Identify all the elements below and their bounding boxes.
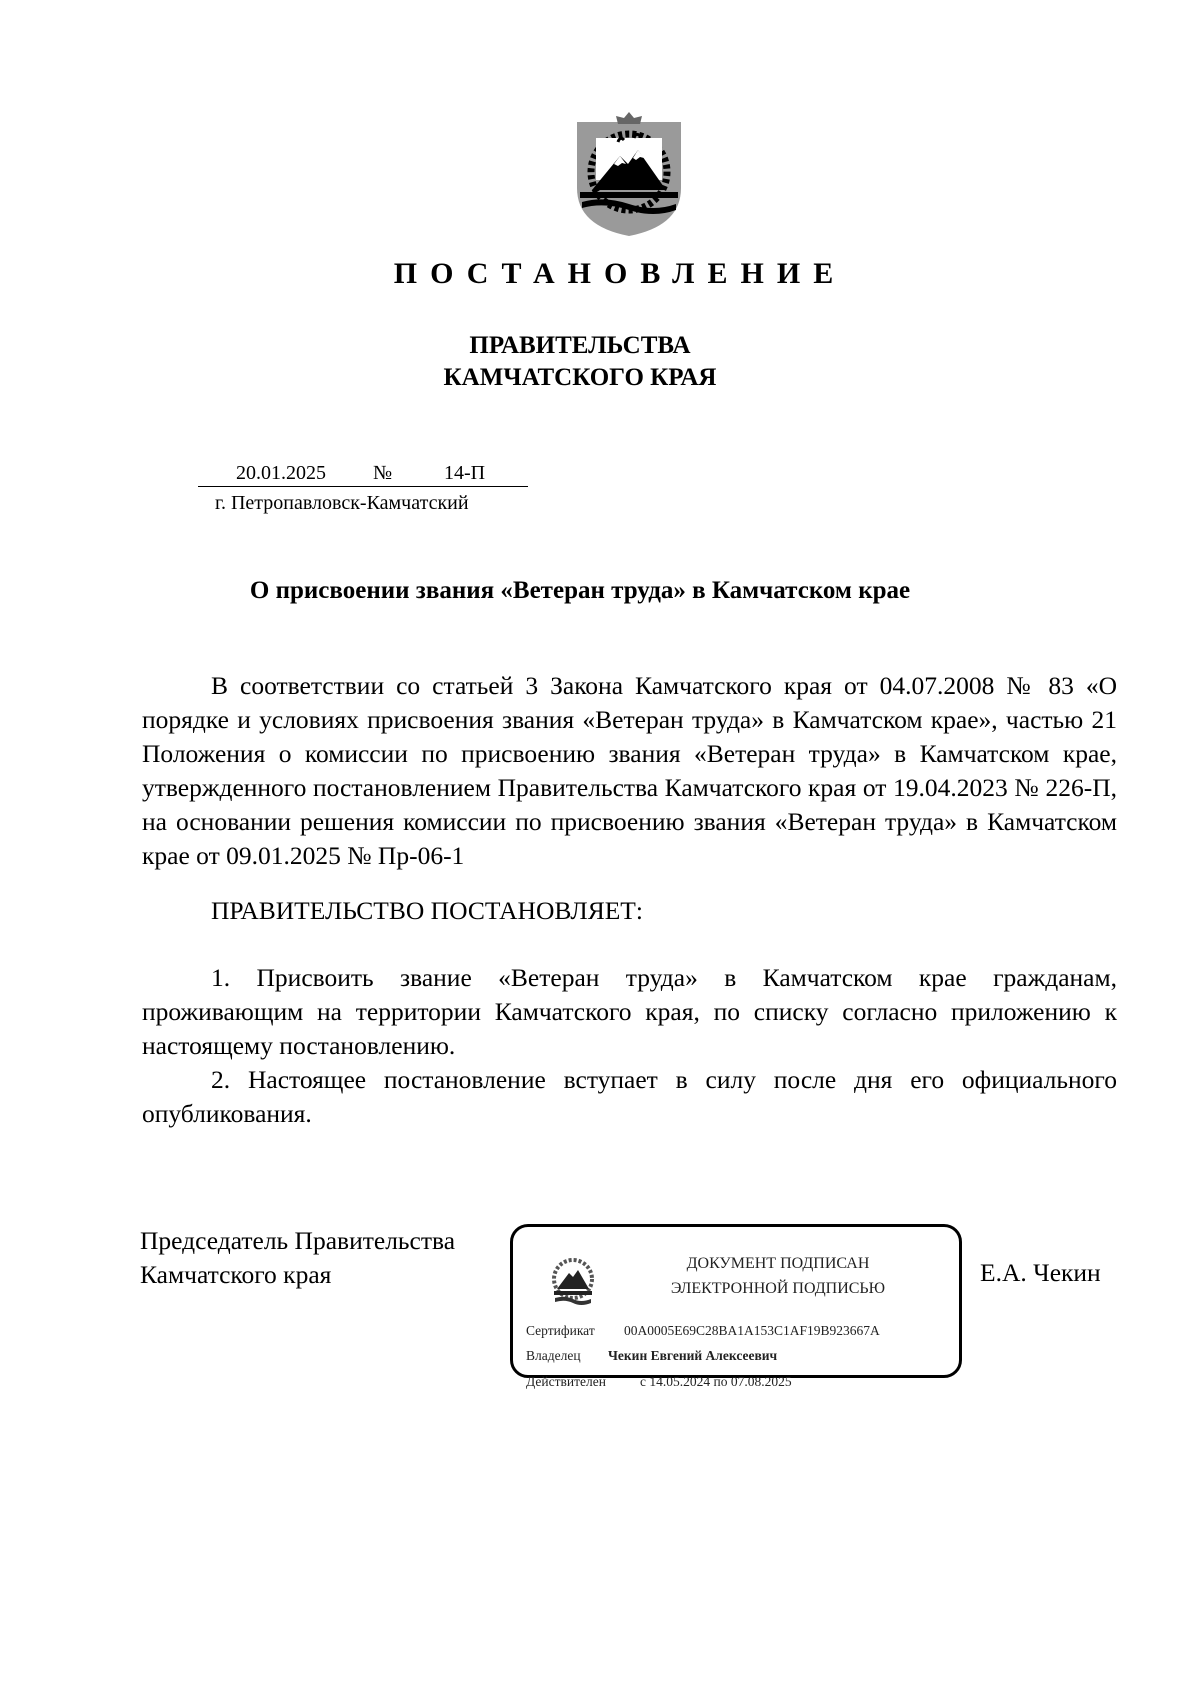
preamble-block: [142, 669, 1117, 873]
validity-label: Действителен: [526, 1374, 606, 1389]
registration-line: [198, 462, 528, 487]
stamp-emblem-icon: [551, 1257, 595, 1309]
signer-position: [140, 1224, 455, 1292]
signer-position-line2: Камчатского края: [140, 1260, 332, 1289]
coat-of-arms-icon: [574, 108, 684, 238]
document-type-title: ПОСТАНОВЛЕНИЕ: [393, 257, 847, 290]
issuing-authority-line1: ПРАВИТЕЛЬСТВА: [469, 332, 691, 359]
item-2: 2. Настоящее постановление вступает в силу после дня его официального опубликования.: [142, 1065, 1117, 1128]
signer-name: Е.А. Чекин: [980, 1258, 1101, 1287]
stamp-owner-row: [526, 1348, 777, 1364]
preamble-paragraph: В соответствии со статьей 3 Закона Камчатского края от 04.07.2008 № 83 «О порядке и условиях присвоения звания «Ветеран труда» в Камчатском крае», частью 21 Положения о комиссии по присвоению звания «Ветеран труда» в Камчатском крае, утвержденного постановлением Правительства Камчатского края от 19.04.2023 № 226-П, на основании решения комиссии по присвоению звания «Ветеран труда» в Камчатском крае от 09.01.2025 № Пр-06-1: [142, 671, 1117, 870]
certificate-value: 00A0005E69C28BA1A153C1AF19B923667A: [624, 1323, 880, 1338]
items-block: [142, 961, 1117, 1131]
stamp-title-line2: ЭЛЕКТРОННОЙ ПОДПИСЬЮ: [670, 1280, 886, 1297]
issuing-authority-line2: КАМЧАТСКОГО КРАЯ: [443, 364, 717, 391]
owner-value: Чекин Евгений Алексеевич: [608, 1348, 778, 1363]
decree-block: [142, 894, 1117, 928]
document-date: 20.01.2025: [236, 462, 326, 484]
signer-position-line1: Председатель Правительства: [140, 1226, 456, 1255]
number-sign: №: [373, 462, 393, 484]
document-number: 14-П: [444, 462, 486, 484]
document-subject: О присвоении звания «Ветеран труда» в Камчатском крае: [249, 577, 911, 604]
owner-label: Владелец: [526, 1348, 581, 1363]
decree-line: ПРАВИТЕЛЬСТВО ПОСТАНОВЛЯЕТ:: [211, 896, 643, 925]
certificate-label: Сертификат: [526, 1323, 595, 1338]
item-1: 1. Присвоить звание «Ветеран труда» в Камчатском крае гражданам, проживающим на территории Камчатского края, по списку согласно приложению к настоящему постановлению.: [142, 963, 1117, 1060]
stamp-title-line1: ДОКУМЕНТ ПОДПИСАН: [686, 1255, 870, 1272]
validity-value: с 14.05.2024 по 07.08.2025: [640, 1374, 792, 1389]
stamp-certificate-row: [526, 1323, 880, 1339]
stamp-validity-row: [526, 1374, 792, 1390]
electronic-signature-stamp: [510, 1224, 962, 1389]
place-of-issue: г. Петропавловск-Камчатский: [215, 492, 469, 514]
